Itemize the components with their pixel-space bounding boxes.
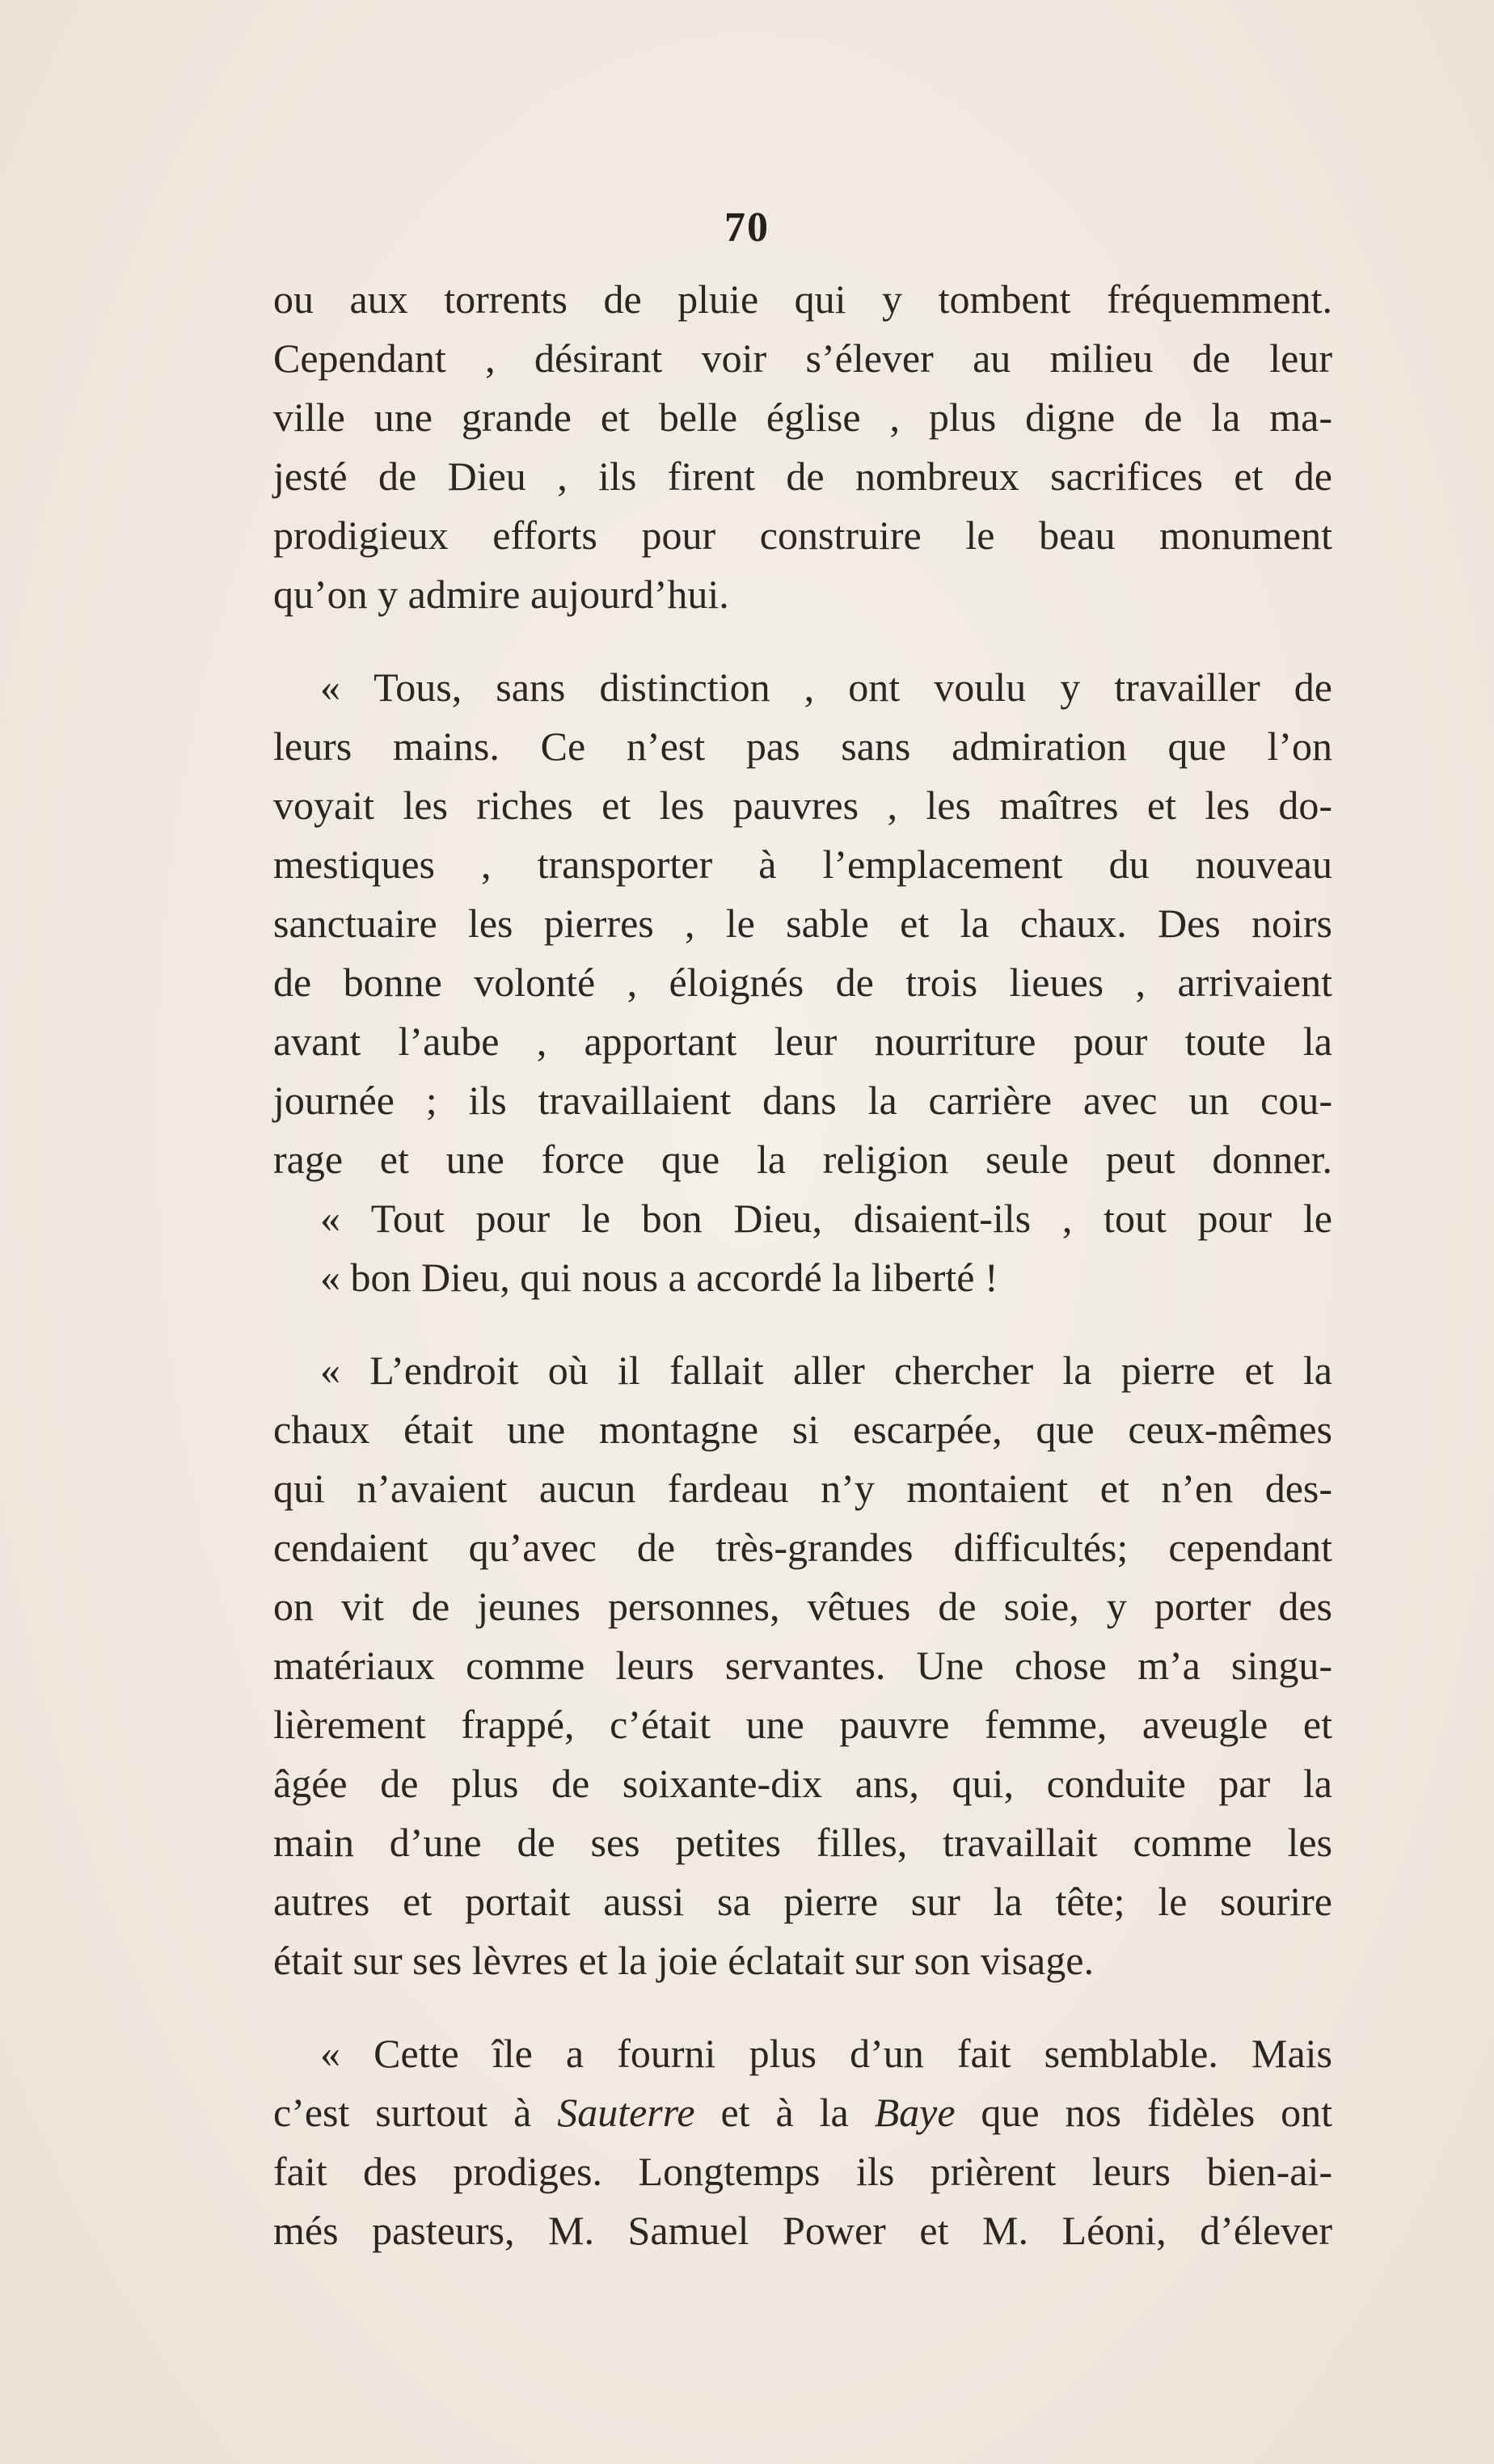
text-line: voyait les riches et les pauvres , les maîtres et les do-: [273, 783, 1332, 828]
text-segment: et à la: [694, 2090, 875, 2135]
text-line: qui n’avaient aucun fardeau n’y montaient et n’en des-: [273, 1466, 1332, 1511]
text-line: qu’on y admire aujourd’hui.: [273, 572, 729, 617]
text-line: journée ; ils travaillaient dans la carrière avec un cou-: [273, 1078, 1332, 1123]
text-segment: c’est surtout à: [273, 2090, 558, 2135]
paragraph-2: [273, 658, 1332, 1307]
place-name-baye: Baye: [874, 2090, 956, 2135]
text-line: rage et une force que la religion seule peut donner.: [273, 1137, 1332, 1182]
text-line: matériaux comme leurs servantes. Une chose m’a singu-: [273, 1643, 1332, 1688]
paragraph-1: [273, 270, 1332, 624]
text-line-with-italics: [273, 2083, 1332, 2142]
text-line: de bonne volonté , éloignés de trois lieues , arrivaient: [273, 960, 1332, 1005]
text-line: main d’une de ses petites filles, travaillait comme les: [273, 1820, 1332, 1865]
text-line: leurs mains. Ce n’est pas sans admiration que l’on: [273, 724, 1332, 769]
text-line: sanctuaire les pierres , le sable et la chaux. Des noirs: [273, 901, 1332, 946]
page-number: 70: [724, 205, 770, 251]
text-line: ville une grande et belle église , plus digne de la ma-: [273, 394, 1332, 440]
body-text: [273, 270, 1332, 2260]
text-line: chaux était une montagne si escarpée, que ceux-mêmes: [273, 1407, 1332, 1452]
text-line: cendaient qu’avec de très-grandes difficultés; cependant: [273, 1525, 1332, 1570]
text-line: était sur ses lèvres et la joie éclatait sur son visage.: [273, 1938, 1094, 1983]
text-line: on vit de jeunes personnes, vêtues de soie, y porter des: [273, 1584, 1332, 1629]
text-line: lièrement frappé, c’était une pauvre femme, aveugle et: [273, 1702, 1332, 1747]
text-line: ou aux torrents de pluie qui y tombent fréquemment.: [273, 276, 1332, 322]
text-line: avant l’aube , apportant leur nourriture pour toute la: [273, 1019, 1332, 1064]
place-name-sauterre: Sauterre: [557, 2090, 695, 2135]
paragraph-3: [273, 1341, 1332, 1990]
text-line: mestiques , transporter à l’emplacement du nouveau: [273, 842, 1332, 887]
text-line: âgée de plus de soixante-dix ans, qui, conduite par la: [273, 1761, 1332, 1806]
text-line: Cependant , désirant voir s’élever au milieu de leur: [273, 335, 1332, 381]
text-line: « bon Dieu, qui nous a accordé la liberté !: [320, 1255, 998, 1300]
text-segment: que nos fidèles ont: [955, 2090, 1332, 2135]
text-line: « Tous, sans distinction , ont voulu y travailler de: [320, 665, 1332, 710]
text-line: « L’endroit où il fallait aller chercher la pierre et la: [320, 1348, 1332, 1393]
text-line: jesté de Dieu , ils firent de nombreux sacrifices et de: [273, 454, 1332, 499]
text-line: prodigieux efforts pour construire le beau monument: [273, 513, 1332, 558]
text-line: fait des prodiges. Longtemps ils prièrent leurs bien-ai-: [273, 2149, 1332, 2194]
text-line: « Cette île a fourni plus d’un fait semblable. Mais: [320, 2031, 1332, 2076]
text-line: autres et portait aussi sa pierre sur la tête; le sourire: [273, 1879, 1332, 1924]
text-line: més pasteurs, M. Samuel Power et M. Léoni, d’élever: [273, 2208, 1332, 2253]
text-line: « Tout pour le bon Dieu, disaient-ils , tout pour le: [320, 1196, 1332, 1241]
paragraph-4: [273, 2024, 1332, 2260]
